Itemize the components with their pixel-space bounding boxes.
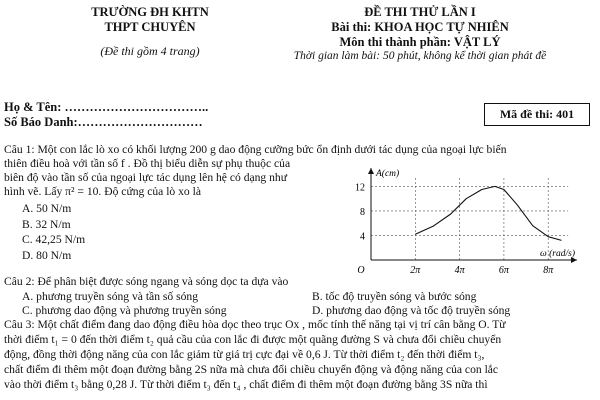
q3-line1: Câu 3: Một chất điểm đang dao động điều hòa dọc theo trục Ox , mốc tính thế năng tại vị trí cân bằng O. Từ bbox=[4, 318, 506, 331]
time-line: Thời gian làm bài: 50 phút, không kể thời gian phát đề bbox=[293, 50, 547, 62]
q1-line1: Câu 1: Một con lắc lò xo có khối lượng 200 g dao động cưỡng bức ổn định dưới tác dụng của ngoại lực biến bbox=[4, 143, 507, 156]
q3-line3: động, đồng thời động năng của con lắc giảm từ giá trị cực đại về 0,6 J. Từ thời điểm t₂ đến thời điểm t₃, bbox=[4, 348, 485, 361]
q2-stem: Câu 2: Để phân biệt được sóng ngang và sóng dọc ta dựa vào bbox=[4, 275, 289, 288]
school-division: THPT CHUYÊN bbox=[104, 20, 196, 34]
q2-option-d: D. phương dao động và tốc độ truyền sóng bbox=[312, 304, 511, 317]
y-tick-label-0: 4 bbox=[360, 231, 365, 243]
x-tick-label-0: 2π bbox=[410, 265, 421, 276]
x-axis-label: ω (rad/s) bbox=[540, 249, 575, 259]
q1-option-b: B. 32 N/m bbox=[22, 218, 71, 231]
component-line: Môn thi thành phần: VẬT LÝ bbox=[339, 35, 501, 49]
q1-option-c: C. 42,25 N/m bbox=[22, 233, 86, 246]
q3-line5: vào thời điểm t₃ bằng 0,28 J. Từ thời điểm t₃ đến t₄ , chất điểm đi thêm một đoạn đường bằng 3S nữa thì bbox=[4, 378, 488, 391]
chart-grid bbox=[371, 177, 568, 260]
y-tick-label-2: 12 bbox=[355, 182, 365, 194]
q1-option-d: D. 80 N/m bbox=[22, 249, 72, 262]
q1-line4: hình vẽ. Lấy π² = 10. Độ cứng của lò xo là bbox=[4, 185, 201, 198]
exam-code: Mã đề thi: 401 bbox=[499, 107, 575, 121]
q2-option-c: C. phương dao động và phương truyền sóng bbox=[22, 304, 227, 317]
pages-note: (Đề thi gồm 4 trang) bbox=[100, 44, 200, 58]
x-tick-label-3: 8π bbox=[543, 265, 554, 276]
name-field-label: Họ & Tên: …………………………….. bbox=[4, 100, 209, 114]
x-tick-label-2: 6π bbox=[498, 265, 509, 276]
q3-line2: thời điểm t₁ = 0 đến thời điểm t₂ quả cầu của con lắc đi được một quãng đường S và chưa đổi chiều chuyển bbox=[4, 333, 502, 346]
subject-line: Bài thi: KHOA HỌC TỰ NHIÊN bbox=[331, 20, 509, 34]
q1-line2: thiên điều hoà với tần số f . Đồ thị biểu diễn sự phụ thuộc của bbox=[4, 157, 291, 170]
amplitude-frequency-chart bbox=[345, 162, 590, 280]
q1-option-a: A. 50 N/m bbox=[22, 202, 72, 215]
y-tick-label-1: 8 bbox=[360, 206, 365, 218]
series-line-0 bbox=[415, 186, 561, 240]
exam-title: ĐỀ THI THỬ LẦN I bbox=[364, 5, 476, 19]
school-name: TRƯỜNG ĐH KHTN bbox=[91, 5, 209, 19]
x-tick-label-1: 4π bbox=[454, 265, 465, 276]
y-axis-label: A(cm) bbox=[376, 169, 400, 179]
q2-option-b: B. tốc độ truyền sóng và bước sóng bbox=[312, 290, 477, 303]
q1-line3: biên độ vào tần số của ngoại lực tác dụng lên hệ có dạng như bbox=[4, 171, 288, 184]
q2-option-a: A. phương truyền sóng và tần số sóng bbox=[22, 290, 199, 303]
y-axis-arrow bbox=[368, 168, 374, 174]
q3-line4: chất điểm đi thêm một đoạn đường bằng 2S nữa mà chưa đổi chiều chuyển động và động năng của con lắc bbox=[4, 363, 499, 376]
chart-series bbox=[415, 186, 561, 240]
student-id-field-label: Số Báo Danh:………………………… bbox=[4, 115, 203, 129]
origin-label: O bbox=[357, 265, 365, 276]
exam-code-box bbox=[484, 103, 590, 126]
